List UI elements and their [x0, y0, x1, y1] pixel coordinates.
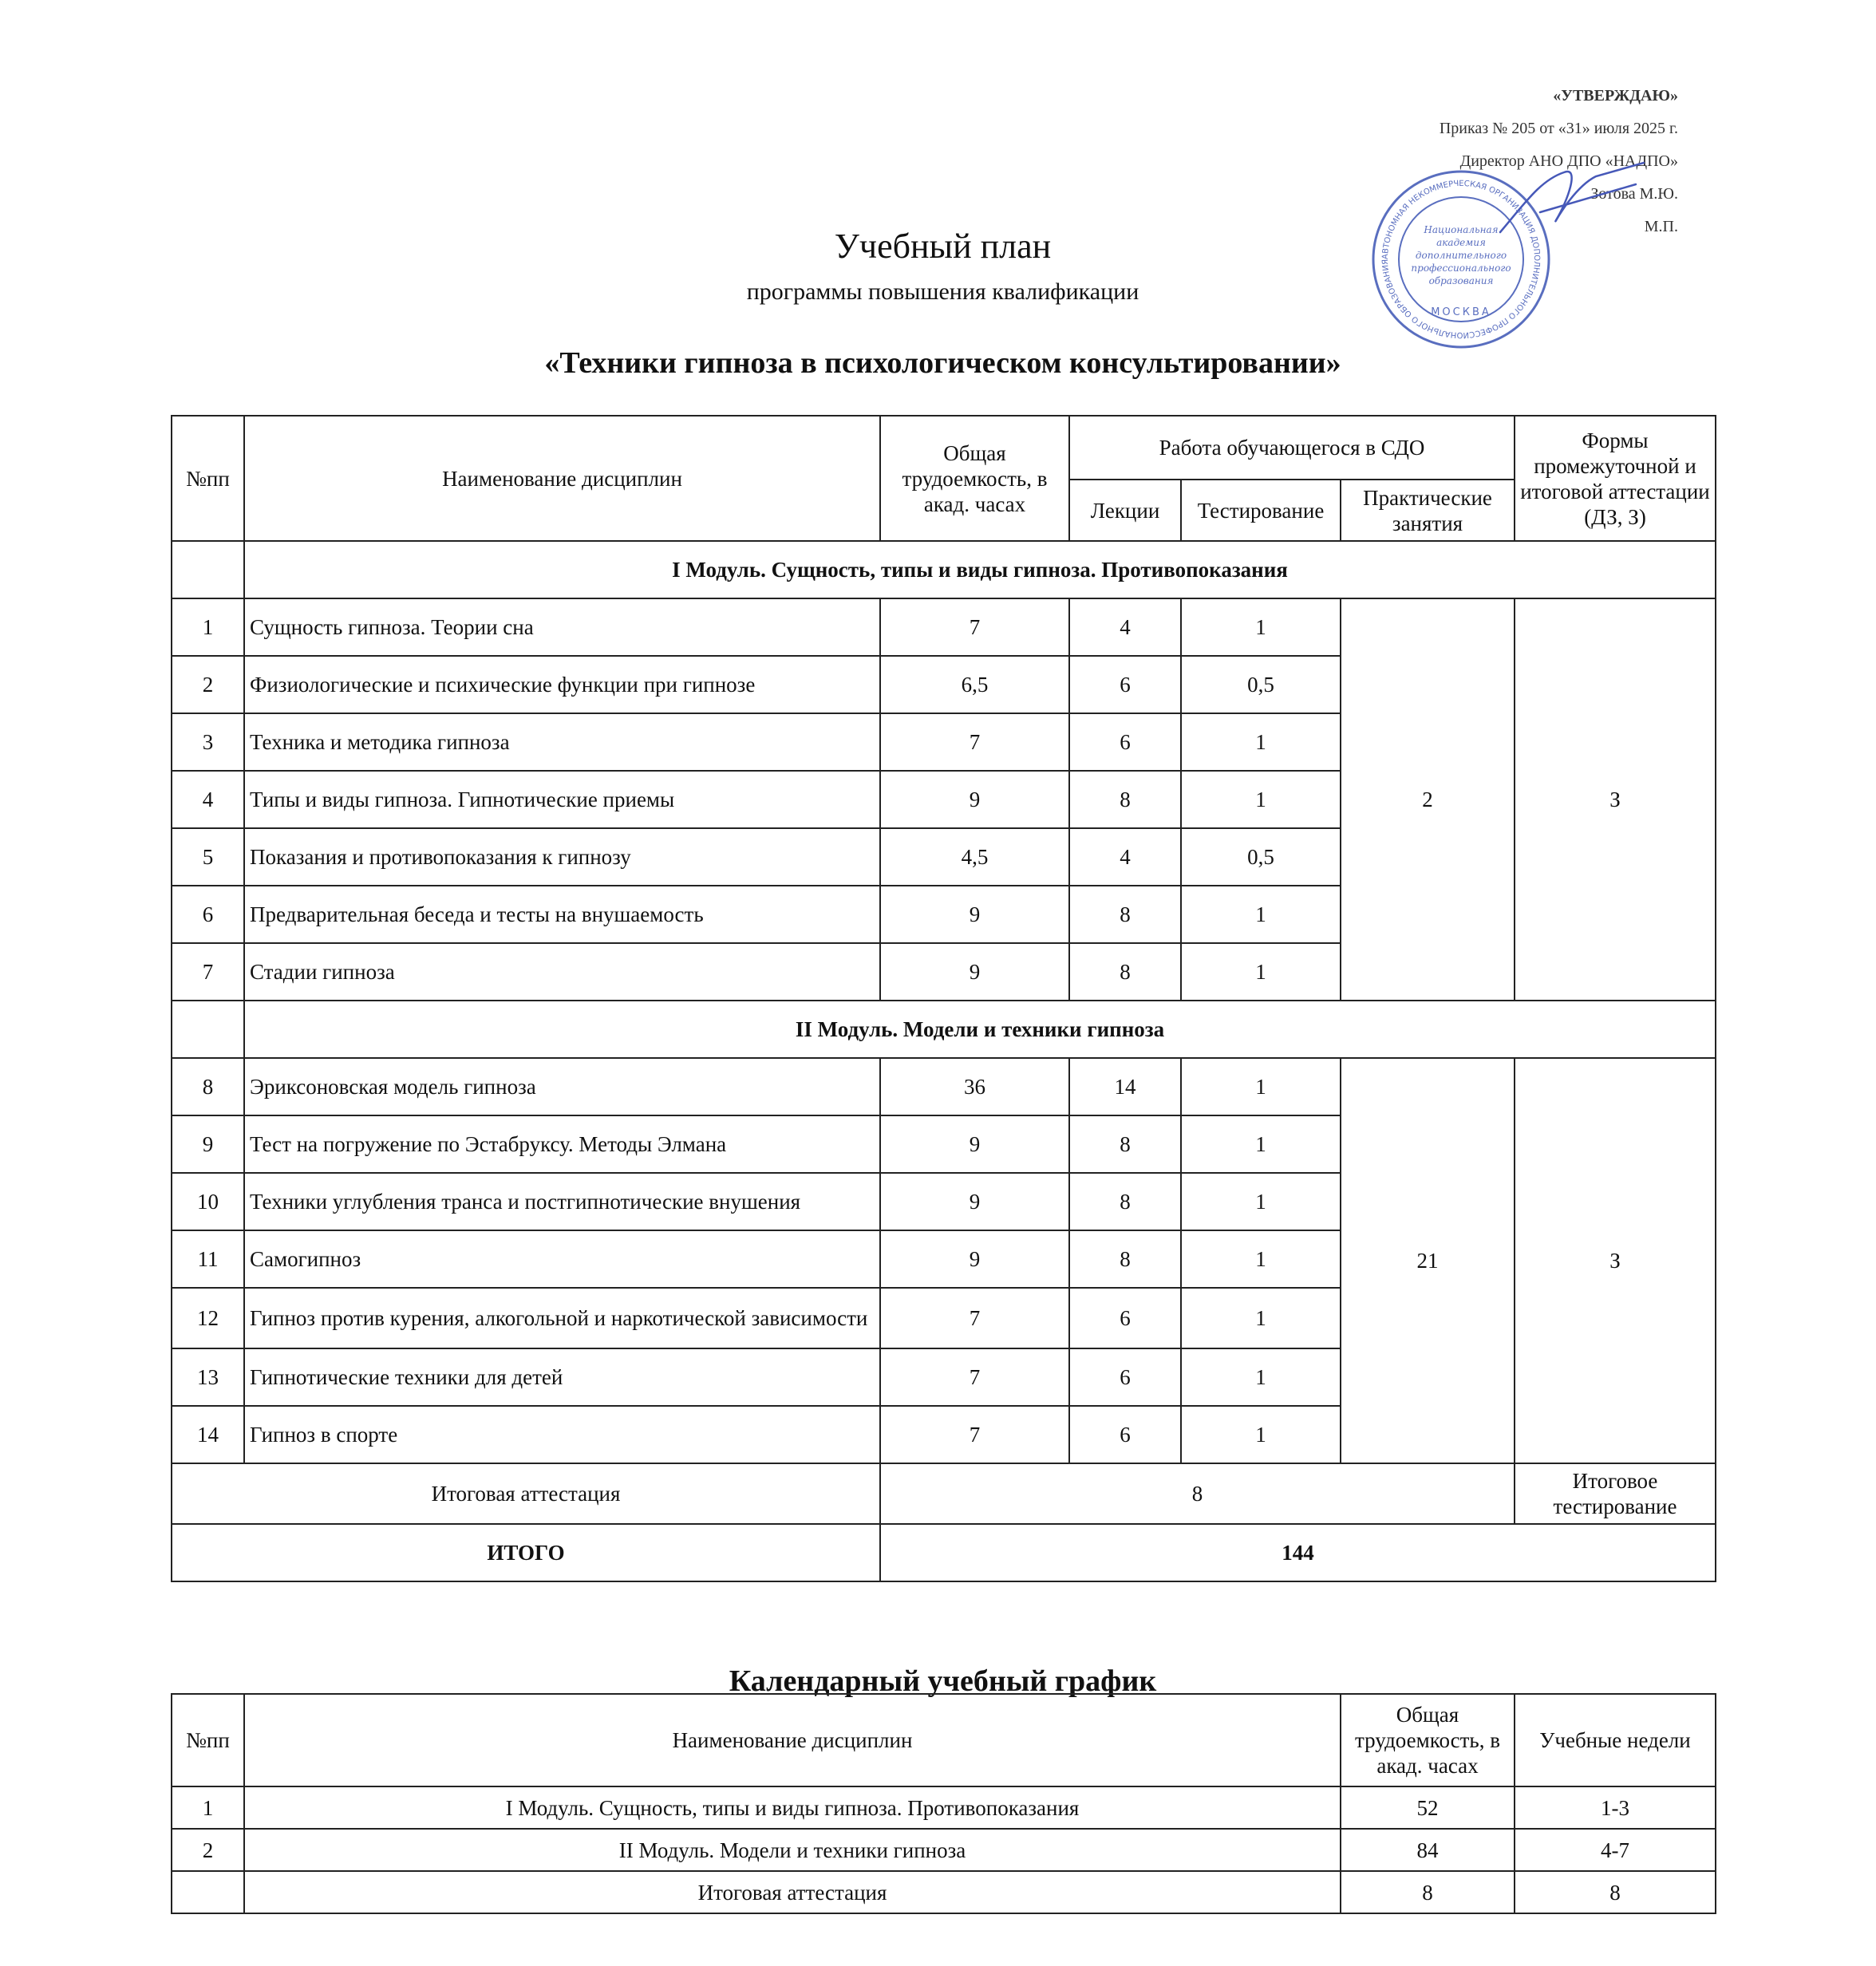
- discipline-num: 3: [172, 713, 244, 771]
- schedule-table: [171, 1693, 1716, 1914]
- discipline-num: 12: [172, 1288, 244, 1348]
- schedule-header-total: Общая трудоемкость, в акад. часах: [1341, 1694, 1515, 1786]
- schedule-row: [172, 1786, 1716, 1829]
- discipline-total-hours: 9: [880, 886, 1069, 943]
- discipline-num: 4: [172, 771, 244, 828]
- schedule-total-hours: 8: [1341, 1871, 1515, 1913]
- discipline-lectures: 6: [1069, 1288, 1181, 1348]
- module-title: I Модуль. Сущность, типы и виды гипноза. Противопоказания: [244, 541, 1716, 598]
- total-row: [172, 1524, 1716, 1581]
- schedule-name: Итоговая аттестация: [244, 1871, 1341, 1913]
- final-attestation-label: Итоговая аттестация: [172, 1463, 880, 1524]
- discipline-lectures: 8: [1069, 771, 1181, 828]
- discipline-name: Эриксоновская модель гипноза: [244, 1058, 880, 1115]
- final-attestation-form: Итоговое тестирование: [1515, 1463, 1716, 1524]
- study-plan-table: [171, 415, 1716, 1582]
- svg-text:дополнительного: дополнительного: [1415, 250, 1507, 261]
- discipline-name: Тест на погружение по Эстабруксу. Методы Элмана: [244, 1115, 880, 1173]
- schedule-name: II Модуль. Модели и техники гипноза: [244, 1829, 1341, 1871]
- total-label: ИТОГО: [172, 1524, 880, 1581]
- schedule-row: [172, 1871, 1716, 1913]
- discipline-testing: 1: [1181, 598, 1341, 656]
- discipline-name: Типы и виды гипноза. Гипнотические приемы: [244, 771, 880, 828]
- discipline-num: 5: [172, 828, 244, 886]
- svg-text:профессионального: профессионального: [1411, 263, 1511, 274]
- schedule-weeks: 4-7: [1515, 1829, 1716, 1871]
- discipline-total-hours: 9: [880, 1173, 1069, 1230]
- discipline-name: Физиологические и психические функции при гипнозе: [244, 656, 880, 713]
- discipline-lectures: 4: [1069, 828, 1181, 886]
- discipline-num: 9: [172, 1115, 244, 1173]
- discipline-total-hours: 7: [880, 1348, 1069, 1406]
- discipline-name: Гипнотические техники для детей: [244, 1348, 880, 1406]
- header-testing: Тестирование: [1181, 480, 1341, 541]
- schedule-title: Календарный учебный график: [729, 1664, 1157, 1698]
- discipline-name: Техника и методика гипноза: [244, 713, 880, 771]
- discipline-num: 2: [172, 656, 244, 713]
- discipline-num: 7: [172, 943, 244, 1001]
- module-num-cell: [172, 1001, 244, 1058]
- header-num: №пп: [172, 416, 244, 541]
- discipline-num: 1: [172, 598, 244, 656]
- discipline-num: 8: [172, 1058, 244, 1115]
- schedule-header-weeks: Учебные недели: [1515, 1694, 1716, 1786]
- approval-name: Зотова М.Ю.: [1590, 185, 1678, 203]
- discipline-num: 14: [172, 1406, 244, 1463]
- discipline-name: Самогипноз: [244, 1230, 880, 1288]
- discipline-testing: 1: [1181, 1230, 1341, 1288]
- course-title: «Техники гипноза в психологическом консультировании»: [544, 346, 1341, 380]
- discipline-lectures: 8: [1069, 943, 1181, 1001]
- discipline-lectures: 6: [1069, 713, 1181, 771]
- discipline-testing: 1: [1181, 1173, 1341, 1230]
- schedule-header-row: [172, 1694, 1716, 1786]
- discipline-total-hours: 9: [880, 771, 1069, 828]
- discipline-name: Гипноз против курения, алкогольной и наркотической зависимости: [244, 1288, 880, 1348]
- discipline-total-hours: 9: [880, 943, 1069, 1001]
- approval-seal-mark: М.П.: [1644, 218, 1678, 235]
- total-hours: 144: [880, 1524, 1716, 1581]
- discipline-testing: 1: [1181, 1115, 1341, 1173]
- module-num-cell: [172, 541, 244, 598]
- discipline-total-hours: 7: [880, 1406, 1069, 1463]
- discipline-total-hours: 7: [880, 713, 1069, 771]
- approval-heading: «УТВЕРЖДАЮ»: [1553, 87, 1678, 105]
- schedule-num: 1: [172, 1786, 244, 1829]
- discipline-num: 6: [172, 886, 244, 943]
- schedule-name: I Модуль. Сущность, типы и виды гипноза. Противопоказания: [244, 1786, 1341, 1829]
- schedule-num: [172, 1871, 244, 1913]
- discipline-lectures: 6: [1069, 1348, 1181, 1406]
- discipline-num: 11: [172, 1230, 244, 1288]
- discipline-testing: 1: [1181, 1406, 1341, 1463]
- module-practice-hours: 21: [1341, 1058, 1515, 1463]
- discipline-row: [172, 1058, 1716, 1115]
- plan-header-row: [172, 416, 1716, 480]
- discipline-num: 13: [172, 1348, 244, 1406]
- discipline-lectures: 8: [1069, 1173, 1181, 1230]
- svg-text:образования: образования: [1428, 275, 1494, 286]
- discipline-testing: 1: [1181, 1348, 1341, 1406]
- discipline-testing: 1: [1181, 943, 1341, 1001]
- discipline-lectures: 6: [1069, 1406, 1181, 1463]
- discipline-testing: 0,5: [1181, 828, 1341, 886]
- module-row: [172, 1001, 1716, 1058]
- svg-text:МОСКВА: МОСКВА: [1431, 306, 1491, 318]
- discipline-name: Гипноз в спорте: [244, 1406, 880, 1463]
- discipline-testing: 1: [1181, 771, 1341, 828]
- schedule-weeks: 1-3: [1515, 1786, 1716, 1829]
- discipline-lectures: 8: [1069, 1115, 1181, 1173]
- svg-text:АВТОНОМНАЯ НЕКОММЕРЧЕСКАЯ ОРГА: АВТОНОМНАЯ НЕКОММЕРЧЕСКАЯ ОРГАНИЗАЦИЯ ДОПОЛНИТЕЛЬНОГО ПРОФЕССИОНАЛЬНОГО ОБРАЗОВАНИЯ: [1380, 179, 1542, 340]
- discipline-name: Предварительная беседа и тесты на внушаемость: [244, 886, 880, 943]
- module-row: [172, 541, 1716, 598]
- discipline-name: Сущность гипноза. Теории сна: [244, 598, 880, 656]
- discipline-total-hours: 9: [880, 1230, 1069, 1288]
- svg-text:Национальная: Национальная: [1424, 224, 1499, 235]
- header-practice: Практические занятия: [1341, 480, 1515, 541]
- discipline-testing: 1: [1181, 1058, 1341, 1115]
- schedule-header-name: Наименование дисциплин: [244, 1694, 1341, 1786]
- approval-director: Директор АНО ДПО «НАДПО»: [1459, 152, 1678, 170]
- header-forms: Формы промежуточной и итоговой аттестации (ДЗ, З): [1515, 416, 1716, 541]
- schedule-row: [172, 1829, 1716, 1871]
- module-practice-hours: 2: [1341, 598, 1515, 1001]
- final-attestation-hours: 8: [880, 1463, 1515, 1524]
- module-attestation-form: З: [1515, 1058, 1716, 1463]
- discipline-lectures: 8: [1069, 1230, 1181, 1288]
- discipline-lectures: 6: [1069, 656, 1181, 713]
- document-title: Учебный план: [834, 227, 1052, 266]
- schedule-total-hours: 52: [1341, 1786, 1515, 1829]
- discipline-lectures: 14: [1069, 1058, 1181, 1115]
- discipline-total-hours: 6,5: [880, 656, 1069, 713]
- header-lectures: Лекции: [1069, 480, 1181, 541]
- document-subtitle: программы повышения квалификации: [746, 278, 1139, 305]
- schedule-weeks: 8: [1515, 1871, 1716, 1913]
- final-attestation-row: [172, 1463, 1716, 1524]
- discipline-total-hours: 7: [880, 598, 1069, 656]
- header-total: Общая трудоемкость, в акад. часах: [880, 416, 1069, 541]
- discipline-testing: 1: [1181, 886, 1341, 943]
- discipline-name: Техники углубления транса и постгипнотические внушения: [244, 1173, 880, 1230]
- schedule-num: 2: [172, 1829, 244, 1871]
- discipline-num: 10: [172, 1173, 244, 1230]
- discipline-testing: 1: [1181, 713, 1341, 771]
- discipline-total-hours: 9: [880, 1115, 1069, 1173]
- discipline-row: [172, 598, 1716, 656]
- approval-order: Приказ № 205 от «31» июля 2025 г.: [1439, 120, 1678, 137]
- header-name: Наименование дисциплин: [244, 416, 880, 541]
- discipline-testing: 0,5: [1181, 656, 1341, 713]
- module-title: II Модуль. Модели и техники гипноза: [244, 1001, 1716, 1058]
- header-work: Работа обучающегося в СДО: [1069, 416, 1515, 480]
- discipline-name: Показания и противопоказания к гипнозу: [244, 828, 880, 886]
- discipline-lectures: 4: [1069, 598, 1181, 656]
- discipline-name: Стадии гипноза: [244, 943, 880, 1001]
- discipline-lectures: 8: [1069, 886, 1181, 943]
- schedule-total-hours: 84: [1341, 1829, 1515, 1871]
- discipline-total-hours: 7: [880, 1288, 1069, 1348]
- schedule-header-num: №пп: [172, 1694, 244, 1786]
- discipline-total-hours: 4,5: [880, 828, 1069, 886]
- discipline-testing: 1: [1181, 1288, 1341, 1348]
- svg-text:академия: академия: [1436, 237, 1486, 248]
- module-attestation-form: З: [1515, 598, 1716, 1001]
- discipline-total-hours: 36: [880, 1058, 1069, 1115]
